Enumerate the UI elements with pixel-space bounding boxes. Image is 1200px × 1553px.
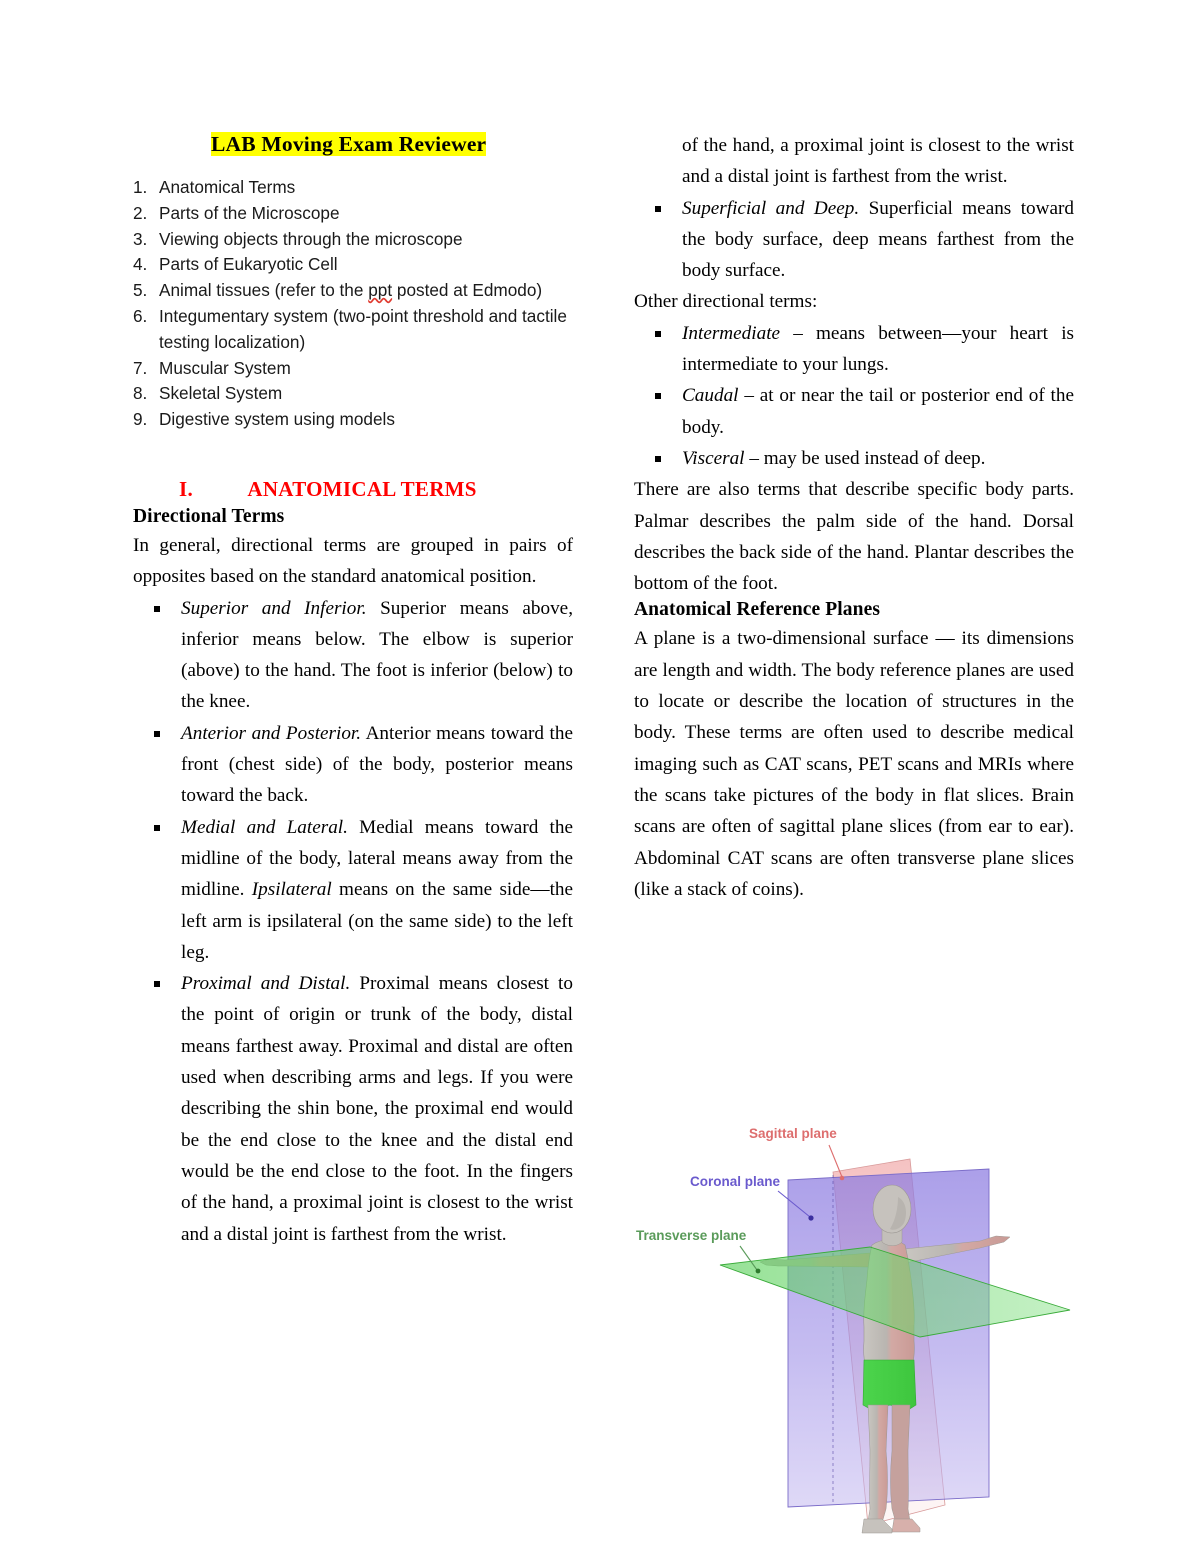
list-item — [133, 252, 573, 278]
list-item-label: Parts of the Microscope — [159, 202, 340, 223]
list-item — [133, 356, 573, 382]
bullet-body: Proximal means closest to the point of origin or trunk of the body, distal means farthest away. Proximal and distal are often used when describing arms and legs. If you were describing the shin bone, the proximal end would be the end close to the knee and the distal end would be the end close to the foot. In the fingers of the hand, a proximal joint is closest to the wrist and a distal joint is farthest from the wrist. — [181, 973, 573, 1245]
anatomical-reference-planes-figure — [620, 1105, 1080, 1545]
topic-outline-list — [133, 175, 573, 433]
reference-planes-paragraph: A plane is a two-dimensional surface — its dimensions are length and width. The body reference planes are used to locate or describe the location of structures in the body. These terms are often used to describe medical imaging such as CAT scans, PET scans and MRIs where the scans take pictures of the body in flat slices. Brain scans are often of sagittal plane slices (from ear to ear). Abdominal CAT scans are often transverse plane slices (like a stack of coins). — [634, 628, 1074, 900]
list-item-number: 4. — [133, 254, 148, 275]
bullet-term: Medial and Lateral. — [181, 816, 348, 838]
bullet-term: Superficial and Deep. — [682, 197, 860, 219]
list-item — [133, 278, 573, 304]
bullet-term: Caudal — [682, 385, 739, 407]
bullet-superficial-deep — [634, 193, 1074, 287]
list-item-label: Skeletal System — [159, 383, 283, 404]
bullet-term: Superior and Inferior. — [181, 597, 367, 619]
document-title-wrap — [133, 130, 573, 159]
list-item-label: Anatomical Terms — [159, 177, 296, 198]
list-item-number: 3. — [133, 228, 148, 249]
coronal-leader-dot — [808, 1215, 813, 1220]
bullet-term: Anterior and Posterior. — [181, 722, 362, 744]
list-item — [133, 227, 573, 253]
bullet-body-b: means on the same side—the left arm is ipsilateral (on the same side) to the left leg. — [181, 879, 574, 963]
transverse-plane-label: Transverse plane — [636, 1228, 747, 1243]
list-item-number: 1. — [133, 177, 148, 198]
list-item-number: 7. — [133, 357, 148, 378]
list-item-label-post: posted at Edmodo) — [392, 280, 543, 301]
body-parts-paragraph: There are also terms that describe specific body parts. Palmar describes the palm side of the hand. Dorsal describes the back side of the hand. Plantar describes the bottom of the foot. — [634, 479, 1074, 595]
subheading-directional-terms: Directional Terms — [133, 505, 285, 527]
list-item-label-pre: Animal tissues (refer to the — [159, 280, 369, 301]
list-item-label: Viewing objects through the microscope — [159, 228, 463, 249]
subheading-reference-planes: Anatomical Reference Planes — [634, 599, 881, 621]
sagittal-plane-label: Sagittal plane — [749, 1126, 837, 1141]
list-item-label: Integumentary system (two-point threshold and tactile testing localization) — [159, 306, 567, 352]
bullet-anterior-posterior — [133, 718, 573, 812]
planes-diagram-svg — [620, 1105, 1080, 1545]
transverse-leader-dot — [756, 1269, 761, 1274]
list-item — [133, 381, 573, 407]
list-item — [133, 175, 573, 201]
bullet-body: – may be used instead of deep. — [744, 447, 986, 469]
list-item-number: 2. — [133, 202, 148, 223]
bullet-term: Proximal and Distal. — [181, 973, 351, 995]
list-item-label: Digestive system using models — [159, 409, 395, 430]
bullet-caudal — [634, 380, 1074, 443]
directional-terms-bullet-list — [133, 593, 573, 1250]
spellcheck-misspelled-word: ppt — [368, 280, 393, 301]
list-item-number: 9. — [133, 409, 148, 430]
bullet-medial-lateral — [133, 812, 573, 968]
coronal-plane-label: Coronal plane — [690, 1174, 781, 1189]
bullet-body: Superior means above, inferior means below. The elbow is superior (above) to the hand. The foot is inferior (below) to the knee. — [181, 597, 573, 713]
bullet-body: – means between—your heart is intermediate to your lungs. — [682, 322, 1074, 376]
other-directional-terms-list — [634, 318, 1074, 474]
bullet-intermediate — [634, 318, 1074, 381]
sagittal-leader-dot — [840, 1176, 845, 1181]
list-item-number: 6. — [133, 306, 148, 326]
bullet-term: Visceral — [682, 447, 745, 469]
bullet-body: Superficial means toward the body surface, deep means farthest from the body surface. — [682, 197, 1075, 282]
bullet-term: Intermediate — [682, 322, 781, 344]
bullet-body-a: Medial means toward the midline of the body, lateral means away from the midline. — [181, 816, 573, 901]
bullet-body: – at or near the tail or posterior end of the body. — [682, 385, 1074, 438]
bullet-proximal-distal — [133, 968, 573, 1250]
list-item-number: 5. — [133, 280, 148, 301]
bullet-term-ipsilateral: Ipsilateral — [251, 879, 332, 901]
list-item-label: Muscular System — [159, 357, 291, 378]
superficial-deep-bullet-list — [634, 193, 1074, 287]
column-break-continuation: of the hand, a proximal joint is closest to the wrist and a distal joint is farthest from the wrist. — [682, 135, 1074, 188]
list-item — [133, 407, 573, 433]
page-title: LAB Moving Exam Reviewer — [211, 132, 487, 156]
sagittal-plane-label-group — [749, 1126, 844, 1180]
left-column — [133, 130, 573, 1250]
bullet-superior-inferior — [133, 593, 573, 718]
section-heading: I. ANATOMICAL TERMS — [179, 476, 477, 501]
directional-terms-intro: In general, directional terms are grouped in pairs of opposites based on the standard anatomical position. — [133, 534, 573, 588]
list-item-number: 8. — [133, 383, 148, 404]
list-item — [133, 304, 573, 356]
bullet-visceral — [634, 443, 1074, 474]
other-directional-terms-heading: Other directional terms: — [634, 291, 818, 313]
list-item — [133, 201, 573, 227]
transverse-plane-shape — [720, 1247, 1070, 1337]
right-column — [634, 130, 1074, 905]
bullet-body: Anterior means toward the front (chest side) of the body, posterior means toward the back. — [181, 722, 573, 807]
list-item-label: Parts of Eukaryotic Cell — [159, 254, 338, 275]
